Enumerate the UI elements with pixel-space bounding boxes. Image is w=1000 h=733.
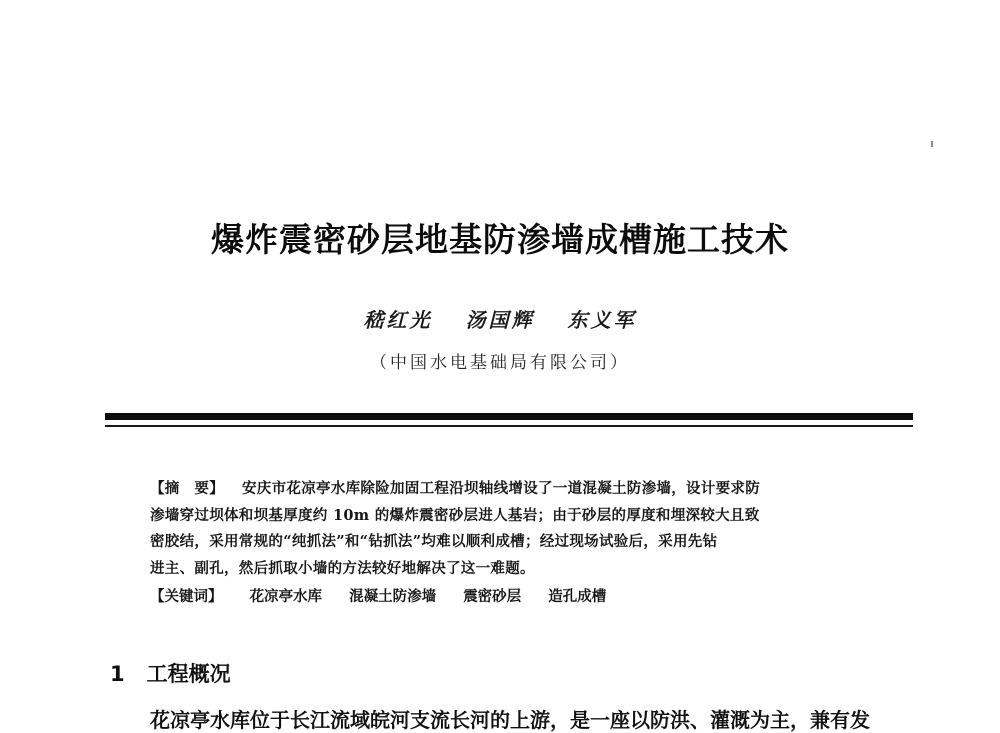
keyword: 造孔成槽 xyxy=(548,588,607,605)
keywords-label: 【关键词】 xyxy=(150,589,223,605)
abstract-line: 渗墙穿过坝体和坝基厚度约 10m 的爆炸震密砂层进人基岩；由于砂层的厚度和埋深较大且致 xyxy=(150,506,760,524)
keyword: 混凝土防渗墙 xyxy=(349,588,437,605)
section-title: 工程概况 xyxy=(146,662,231,686)
abstract-block xyxy=(150,476,868,582)
keyword: 花凉亭水库 xyxy=(249,588,323,605)
section-number: 1 xyxy=(110,662,125,686)
header-rule-thin xyxy=(105,425,913,427)
section-heading xyxy=(110,658,231,688)
author-list xyxy=(0,304,1000,333)
keywords-block xyxy=(150,585,868,606)
author-name: 东义军 xyxy=(567,308,637,332)
body-paragraph-first-line: 花凉亭水库位于长江流域皖河支流长河的上游，是一座以防洪、灌溉为主，兼有发 xyxy=(150,708,870,732)
abstract-line: 密胶结，采用常规的“纯抓法”和“钻抓法”均难以顺利成槽；经过现场试验后，采用先钻 xyxy=(150,533,718,550)
margin-mark xyxy=(931,141,933,147)
header-rule-thick xyxy=(105,413,913,420)
abstract-line: 进主、副孔，然后抓取小墙的方法较好地解决了这一难题。 xyxy=(150,559,535,577)
keyword: 震密砂层 xyxy=(463,588,522,605)
author-name: 汤国辉 xyxy=(465,308,535,332)
article-title: 爆炸震密砂层地基防渗墙成槽施工技术 xyxy=(211,220,789,259)
author-affiliation: （中国水电基础局有限公司） xyxy=(370,353,630,373)
author-name: 嵇红光 xyxy=(363,308,433,332)
abstract-label: 【摘 要】 xyxy=(150,481,224,497)
abstract-text: 安庆市花凉亭水库除险加固工程沿坝轴线增设了一道混凝土防渗墙，设计要求防 xyxy=(242,480,760,497)
abstract-line xyxy=(150,476,868,503)
